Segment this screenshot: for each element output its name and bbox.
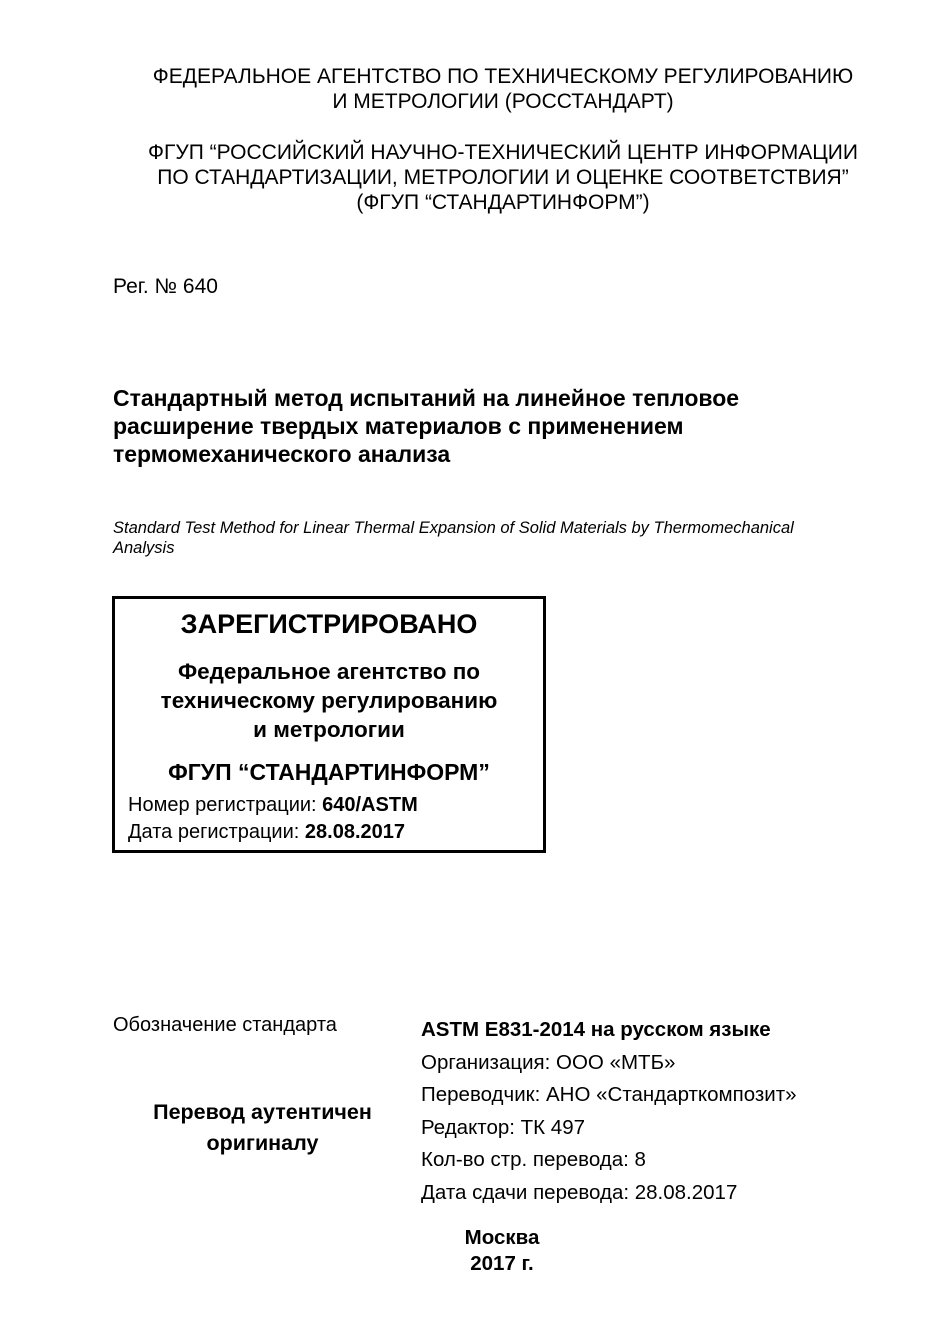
- designation-label: Обозначение стандарта: [113, 1014, 337, 1036]
- stamp-agency-line-3: и метрологии: [253, 717, 405, 742]
- stamp-registration-number: [128, 794, 418, 817]
- title-line-2: расширение твердых материалов с применением: [113, 413, 684, 439]
- registration-number: Рег. № 640: [113, 275, 218, 298]
- city: Москва: [464, 1226, 540, 1249]
- translation-details: [421, 1016, 797, 1212]
- stamp-agency-line-1: Федеральное агентство по: [177, 659, 481, 684]
- standard-designation: ASTM E831-2014 на русском языке: [421, 1018, 771, 1041]
- org-line-1: ФГУП “РОССИЙСКИЙ НАУЧНО-ТЕХНИЧЕСКИЙ ЦЕНТР ИНФОРМАЦИИ: [148, 141, 858, 164]
- stamp-title: ЗАРЕГИСТРИРОВАНО: [180, 609, 478, 639]
- organization: Организация: ООО «МТБ»: [421, 1050, 676, 1074]
- stamp-number-value: 640/ASTM: [322, 794, 418, 816]
- agency-line-1: ФЕДЕРАЛЬНОЕ АГЕНТСТВО ПО ТЕХНИЧЕСКОМУ РЕГУЛИРОВАНИЮ: [152, 65, 854, 88]
- english-title: [113, 518, 873, 558]
- footer-place-year: [402, 1225, 602, 1277]
- stamp-number-label: Номер регистрации:: [128, 794, 317, 816]
- title-line-1: Стандартный метод испытаний на линейное тепловое: [113, 385, 740, 411]
- stamp-agency-line-2: техническому регулированию: [160, 688, 498, 713]
- stamp-fgup: ФГУП “СТАНДАРТИНФОРМ”: [168, 759, 490, 785]
- org-line-2: ПО СТАНДАРТИЗАЦИИ, МЕТРОЛОГИИ И ОЦЕНКЕ СООТВЕТСТВИЯ”: [157, 166, 849, 189]
- submission-date: Дата сдачи перевода: 28.08.2017: [421, 1180, 738, 1204]
- year: 2017 г.: [470, 1252, 534, 1275]
- authentic-line-1: Перевод аутентичен: [153, 1100, 372, 1124]
- stamp-date-value: 28.08.2017: [304, 821, 405, 843]
- stamp-date-label: Дата регистрации:: [128, 821, 300, 843]
- authentic-translation-note: [130, 1097, 395, 1159]
- org-line-3: (ФГУП “СТАНДАРТИНФОРМ”): [356, 191, 650, 214]
- document-title: [113, 384, 873, 468]
- authentic-line-2: оригиналу: [206, 1131, 319, 1155]
- page-count: Кол-во стр. перевода: 8: [421, 1148, 646, 1172]
- translator: Переводчик: АНО «Стандарткомпозит»: [421, 1083, 797, 1107]
- agency-header: [80, 64, 926, 114]
- registration-stamp: [112, 596, 546, 853]
- stamp-registration-date: [128, 821, 405, 844]
- agency-line-2: И МЕТРОЛОГИИ (РОССТАНДАРТ): [332, 90, 674, 113]
- english-title-line-1: Standard Test Method for Linear Thermal Expansion of Solid Materials by Thermomechanical: [113, 519, 794, 537]
- organization-header: [80, 140, 926, 215]
- title-line-3: термомеханического анализа: [113, 441, 451, 467]
- editor: Редактор: ТК 497: [421, 1115, 585, 1139]
- english-title-line-2: Analysis: [113, 539, 175, 557]
- stamp-agency: [115, 657, 543, 744]
